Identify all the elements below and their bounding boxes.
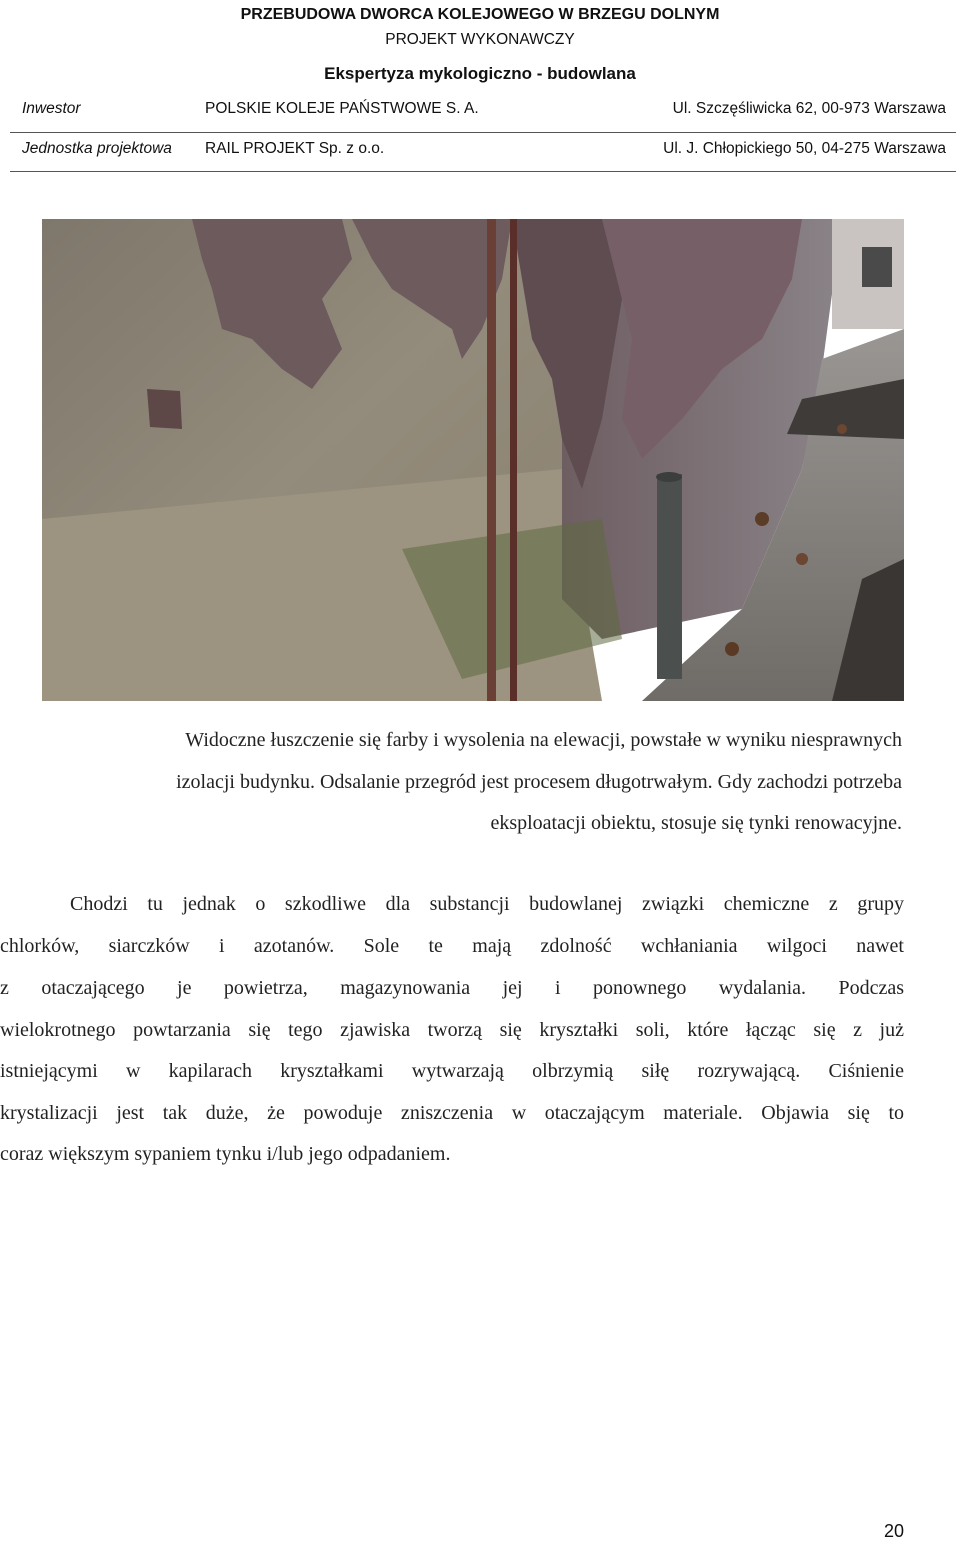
body-line-3: z otaczającego je powietrza, magazynowania jej i ponownego wydalania. Podczas xyxy=(0,977,904,999)
rusty-pipe-2 xyxy=(510,219,517,701)
investor-address: Ul. Szczęśliwicka 62, 00-973 Warszawa xyxy=(672,100,946,117)
facade-photo xyxy=(42,219,904,701)
drain-pipe xyxy=(657,474,682,679)
rusty-pipe xyxy=(487,219,496,701)
header-divider xyxy=(10,132,956,133)
designer-name: RAIL PROJEKT Sp. z o.o. xyxy=(205,140,385,157)
leaf-3 xyxy=(725,642,739,656)
drain-pipe-top xyxy=(656,472,682,482)
body-line-7: coraz większym sypaniem tynku i/lub jego odpadaniem. xyxy=(0,1143,451,1165)
caption-line-2: izolacji budynku. Odsalanie przegród jest procesem długotrwałym. Gdy zachodzi potrzeba xyxy=(176,771,902,793)
designer-label: Jednostka projektowa xyxy=(22,140,172,157)
body-line-4: wielokrotnego powtarzania się tego zjawiska tworzą się kryształki soli, które łącząc się z już xyxy=(0,1019,904,1041)
body-line-6: krystalizacji jest tak duże, że powoduje zniszczenia w otaczającym materiale. Objawia się to xyxy=(0,1102,904,1124)
body-line-5: istniejącymi w kapilarach kryształkami wytwarzają olbrzymią siłę rozrywającą. Ciśnienie xyxy=(0,1060,904,1082)
document-type: Ekspertyza mykologiczno - budowlana xyxy=(324,64,636,83)
body-line-1: Chodzi tu jednak o szkodliwe dla substancji budowlanej związki chemiczne z grupy xyxy=(70,893,904,915)
caption-line-1: Widoczne łuszczenie się farby i wysolenia na elewacji, powstałe w wyniku niesprawnych xyxy=(185,729,902,751)
body-line-2: chlorków, siarczków i azotanów. Sole te mają zdolność wchłaniania wilgoci nawet xyxy=(0,935,904,957)
designer-address: Ul. J. Chłopickiego 50, 04-275 Warszawa xyxy=(663,140,946,157)
caption-line-3: eksploatacji obiektu, stosuje się tynki renowacyjne. xyxy=(490,812,902,834)
leaf-2 xyxy=(796,553,808,565)
investor-name: POLSKIE KOLEJE PAŃSTWOWE S. A. xyxy=(205,100,479,117)
investor-row xyxy=(0,100,960,122)
page-number: 20 xyxy=(883,1521,904,1541)
investor-label: Inwestor xyxy=(22,100,81,117)
leaf xyxy=(755,512,769,526)
leaf-4 xyxy=(837,424,847,434)
background-window xyxy=(862,247,892,287)
designer-row xyxy=(0,140,960,162)
header-subtitle: PROJEKT WYKONAWCZY xyxy=(385,31,575,48)
header-divider-bottom xyxy=(10,171,956,172)
header-title: PRZEBUDOWA DWORCA KOLEJOWEGO W BRZEGU DOLNYM xyxy=(240,6,720,23)
peeling-flake xyxy=(147,389,182,429)
